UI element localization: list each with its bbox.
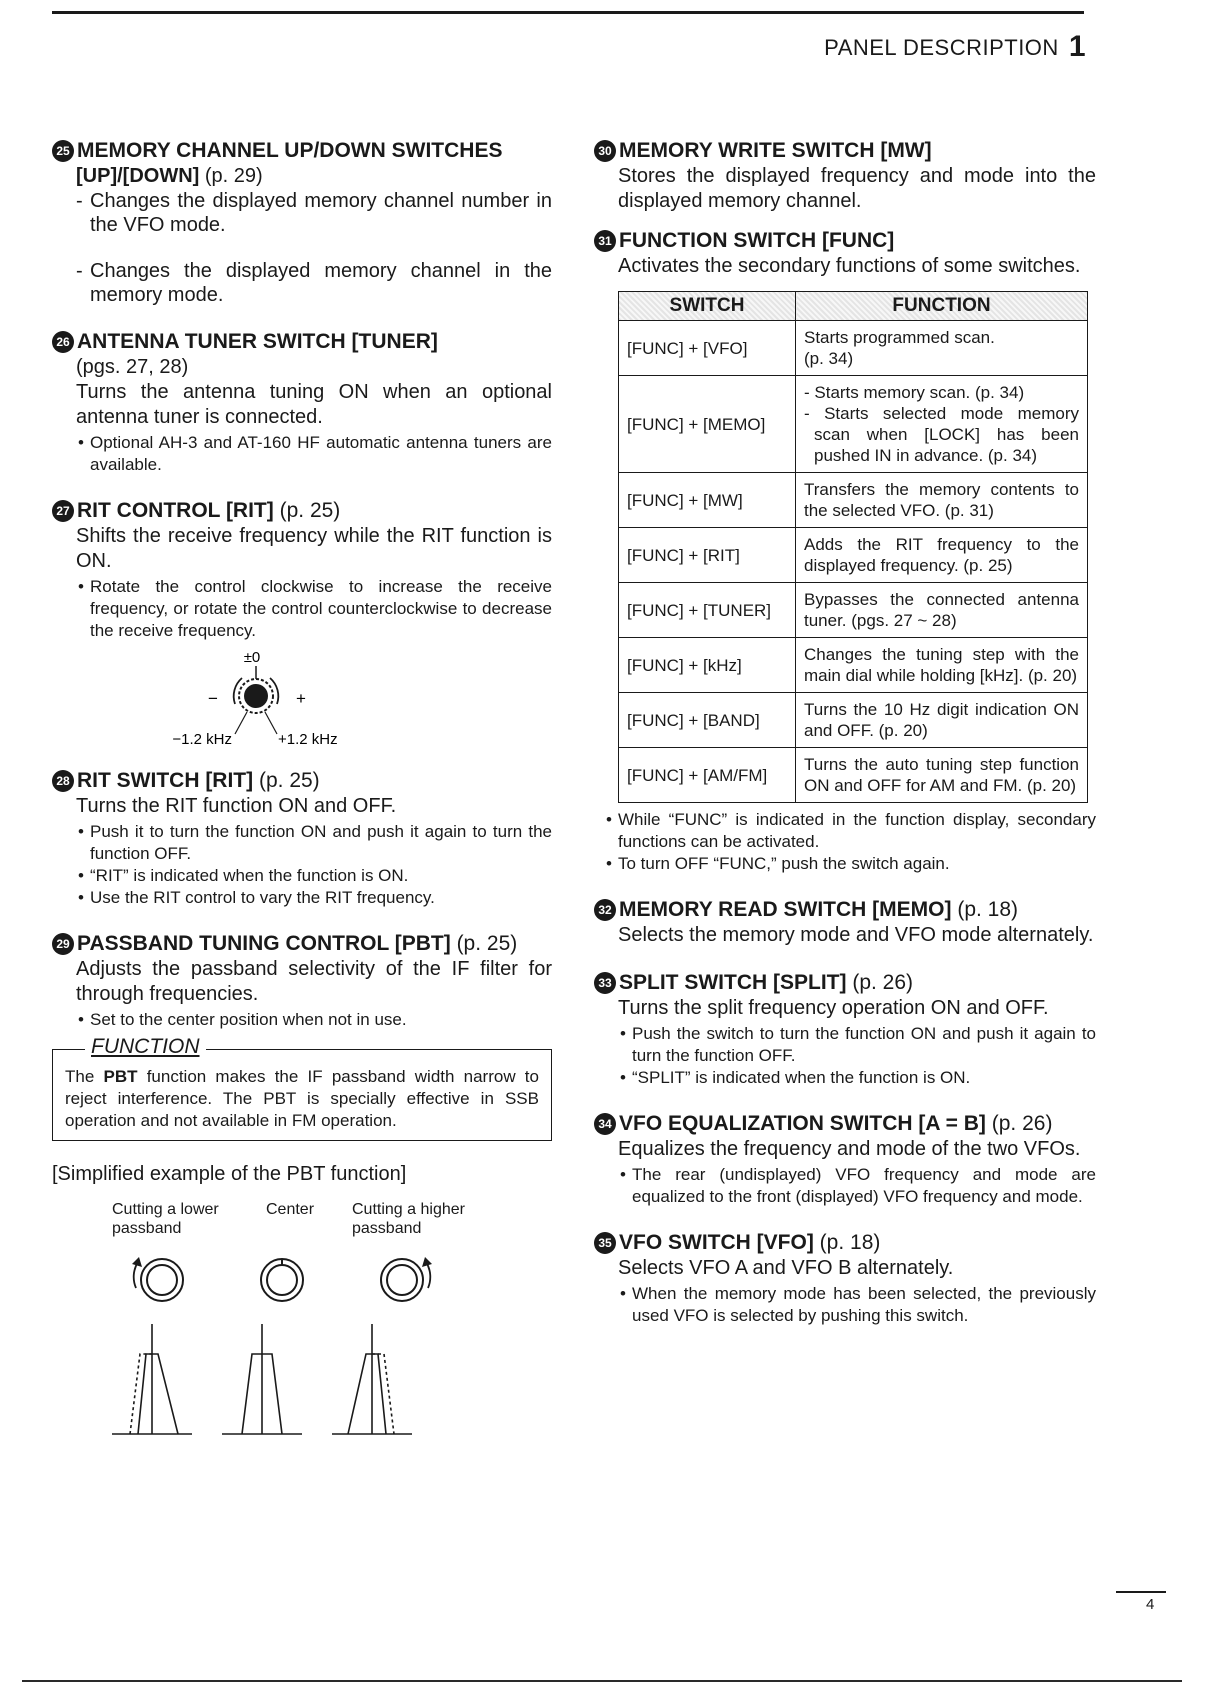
knob-higher [381,1257,432,1301]
section-number-badge: 28 [52,770,74,792]
page-header [824,30,1086,64]
bullet-list [594,1023,1096,1089]
dial-minus-label: − [208,689,218,708]
bullet-item: • Optional AH-3 and AT-160 HF automatic antenna tuners are available. [76,432,552,476]
table-row [619,321,1088,376]
switch-cell: [FUNC] + [VFO] [619,321,796,376]
passband-higher [332,1324,412,1434]
page-number-rule [1116,1591,1166,1593]
function-table [618,291,1088,803]
table-row [619,748,1088,803]
section-number-badge: 27 [52,500,74,522]
section-subtitle: [UP]/[DOWN] (p. 29) [76,165,263,187]
function-cell: Turns the auto tuning step function ON and OFF for AM and FM. (p. 20) [796,748,1088,803]
switch-cell: [FUNC] + [TUNER] [619,583,796,638]
section-body: Selects the memory mode and VFO mode alternately. [618,924,1094,946]
section-28 [52,768,552,909]
section-title: 35 VFO SWITCH [VFO] (p. 18) [594,1230,1096,1256]
bullet-item: • When the memory mode has been selected, the previously used VFO is selected by pushing this switch. [618,1283,1096,1327]
dial-min-label: −1.2 kHz [172,731,232,748]
section-title: 27 RIT CONTROL [RIT] (p. 25) [52,498,552,524]
page-reference: (pgs. 27, 28) [76,356,189,378]
column-header-function: FUNCTION [796,292,1088,321]
section-title: 31 FUNCTION SWITCH [FUNC] [594,228,1096,254]
table-row [619,528,1088,583]
section-title: 29 PASSBAND TUNING CONTROL [PBT] (p. 25) [52,931,552,957]
bullet-item: • Set to the center position when not in use. [76,1009,552,1031]
switch-cell: [FUNC] + [RIT] [619,528,796,583]
bullet-item: • Rotate the control clockwise to increase the receive frequency, or rotate the control counterclockwise to decrease the receive frequency. [76,576,552,642]
bullet-item: • While “FUNC” is indicated in the function display, secondary functions can be activated. [604,809,1096,853]
function-cell: Bypasses the connected antenna tuner. (pgs. 27 ~ 28) [796,583,1088,638]
right-column [594,138,1096,1349]
function-note-box: FUNCTION The PBT function makes the IF passband width narrow to reject interference. The PBT is specially effective in SSB operation and not available in FM operation. [52,1049,552,1141]
pbt-example-figure [52,1200,552,1440]
function-cell: Turns the 10 Hz digit indication ON and OFF. (p. 20) [796,693,1088,748]
bullet-item: • Push the switch to turn the function ON and push it again to turn the function OFF. [618,1023,1096,1067]
function-cell: Starts programmed scan. (p. 34) [796,321,1088,376]
pbt-knob-diagram [52,1244,552,1440]
knob-center [261,1259,303,1301]
section-number-badge: 26 [52,331,74,353]
switch-cell: [FUNC] + [MW] [619,473,796,528]
section-body: Shifts the receive frequency while the RIT function is ON. [76,525,552,572]
section-title: 33 SPLIT SWITCH [SPLIT] (p. 26) [594,970,1096,996]
section-body: Selects VFO A and VFO B alternately. [618,1257,954,1279]
rit-dial-figure [52,646,552,754]
dial-max-label: +1.2 kHz [278,731,338,748]
bullet-item: • To turn OFF “FUNC,” push the switch again. [604,853,1096,875]
passband-lower [112,1324,192,1434]
section-number-badge: 31 [594,230,616,252]
page-number: 4 [1146,1596,1155,1613]
section-title: 26 ANTENNA TUNER SWITCH [TUNER] [52,329,552,355]
bullet-list [594,809,1096,875]
bullet-item: • “SPLIT” is indicated when the function is ON. [618,1067,1096,1089]
section-body: Turns the RIT function ON and OFF. [76,795,397,817]
dash-list [52,189,552,307]
dial-zero-label: ±0 [243,649,261,666]
dial-min-leader [235,712,247,734]
function-cell: - Starts memory scan. (p. 34) - Starts selected mode memory scan when [LOCK] has been pushed IN in advance. (p. 34) [796,376,1088,473]
bullet-list [52,821,552,909]
table-row [619,583,1088,638]
section-35 [594,1230,1096,1327]
list-item: - Changes the displayed memory channel in the memory mode. [76,259,552,307]
bullet-list [594,1283,1096,1327]
switch-cell: [FUNC] + [AM/FM] [619,748,796,803]
section-body: Equalizes the frequency and mode of the two VFOs. [618,1138,1081,1160]
dial-knob [244,684,268,708]
left-column [52,138,552,1440]
function-cell: Transfers the memory contents to the selected VFO. (p. 31) [796,473,1088,528]
section-title: 32 MEMORY READ SWITCH [MEMO] (p. 18) [594,897,1096,923]
bullet-item: • Use the RIT control to vary the RIT frequency. [76,887,552,909]
section-title: 30 MEMORY WRITE SWITCH [MW] [594,138,1096,164]
table-header-row [619,292,1088,321]
rit-dial-diagram [52,646,552,754]
label-cutting-lower: Cutting a lower passband [112,1201,219,1237]
table-row [619,473,1088,528]
section-number-badge: 29 [52,933,74,955]
column-header-switch: SWITCH [619,292,796,321]
section-29 [52,931,552,1031]
section-body: Adjusts the passband selectivity of the IF filter for through frequencies. [76,958,552,1005]
dial-max-leader [265,712,277,734]
function-box-title: FUNCTION [85,1036,206,1058]
bullet-list [52,432,552,476]
bottom-rule [22,1680,1182,1682]
top-rule [52,11,1084,14]
section-title: 34 VFO EQUALIZATION SWITCH [A = B] (p. 26) [594,1111,1096,1137]
dial-plus-label: + [296,689,306,708]
table-row [619,693,1088,748]
bullet-list [594,1164,1096,1208]
section-body: Turns the antenna tuning ON when an optional antenna tuner is connected. [76,381,552,428]
section-25 [52,138,552,307]
list-item: - Changes the displayed memory channel number in the VFO mode. [76,189,552,237]
section-body: Turns the split frequency operation ON and OFF. [618,997,1049,1019]
section-title: 28 RIT SWITCH [RIT] (p. 25) [52,768,552,794]
section-title: 25 MEMORY CHANNEL UP/DOWN SWITCHES [52,138,552,164]
switch-cell: [FUNC] + [MEMO] [619,376,796,473]
knob-lower [132,1257,183,1301]
function-cell: Adds the RIT frequency to the displayed frequency. (p. 25) [796,528,1088,583]
section-number-badge: 35 [594,1232,616,1254]
section-31 [594,228,1096,875]
function-cell: Changes the tuning step with the main dial while holding [kHz]. (p. 20) [796,638,1088,693]
bullet-list [52,1009,552,1031]
section-30 [594,138,1096,214]
pbt-example-caption: [Simplified example of the PBT function] [52,1163,407,1185]
section-number-badge: 30 [594,140,616,162]
section-27 [52,498,552,754]
section-body: Activates the secondary functions of some switches. [618,255,1081,277]
section-33 [594,970,1096,1089]
switch-cell: [FUNC] + [BAND] [619,693,796,748]
table-row [619,376,1088,473]
section-number-badge: 32 [594,899,616,921]
section-32 [594,897,1096,948]
header-title: PANEL DESCRIPTION [824,35,1059,60]
chapter-number: 1 [1068,30,1086,63]
bullet-list [52,576,552,642]
section-body: Stores the displayed frequency and mode into the displayed memory channel. [618,165,1096,212]
bullet-item: • “RIT” is indicated when the function is ON. [76,865,552,887]
section-34 [594,1111,1096,1208]
bullet-item: • The rear (undisplayed) VFO frequency and mode are equalized to the front (displayed) VFO frequency and mode. [618,1164,1096,1208]
table-row [619,638,1088,693]
passband-center [222,1324,302,1434]
bullet-item: • Push it to turn the function ON and push it again to turn the function OFF. [76,821,552,865]
label-cutting-higher: Cutting a higher passband [352,1201,465,1237]
label-center: Center [266,1201,315,1218]
switch-cell: [FUNC] + [kHz] [619,638,796,693]
section-number-badge: 34 [594,1113,616,1135]
section-26 [52,329,552,476]
section-number-badge: 33 [594,972,616,994]
section-number-badge: 25 [52,140,74,162]
